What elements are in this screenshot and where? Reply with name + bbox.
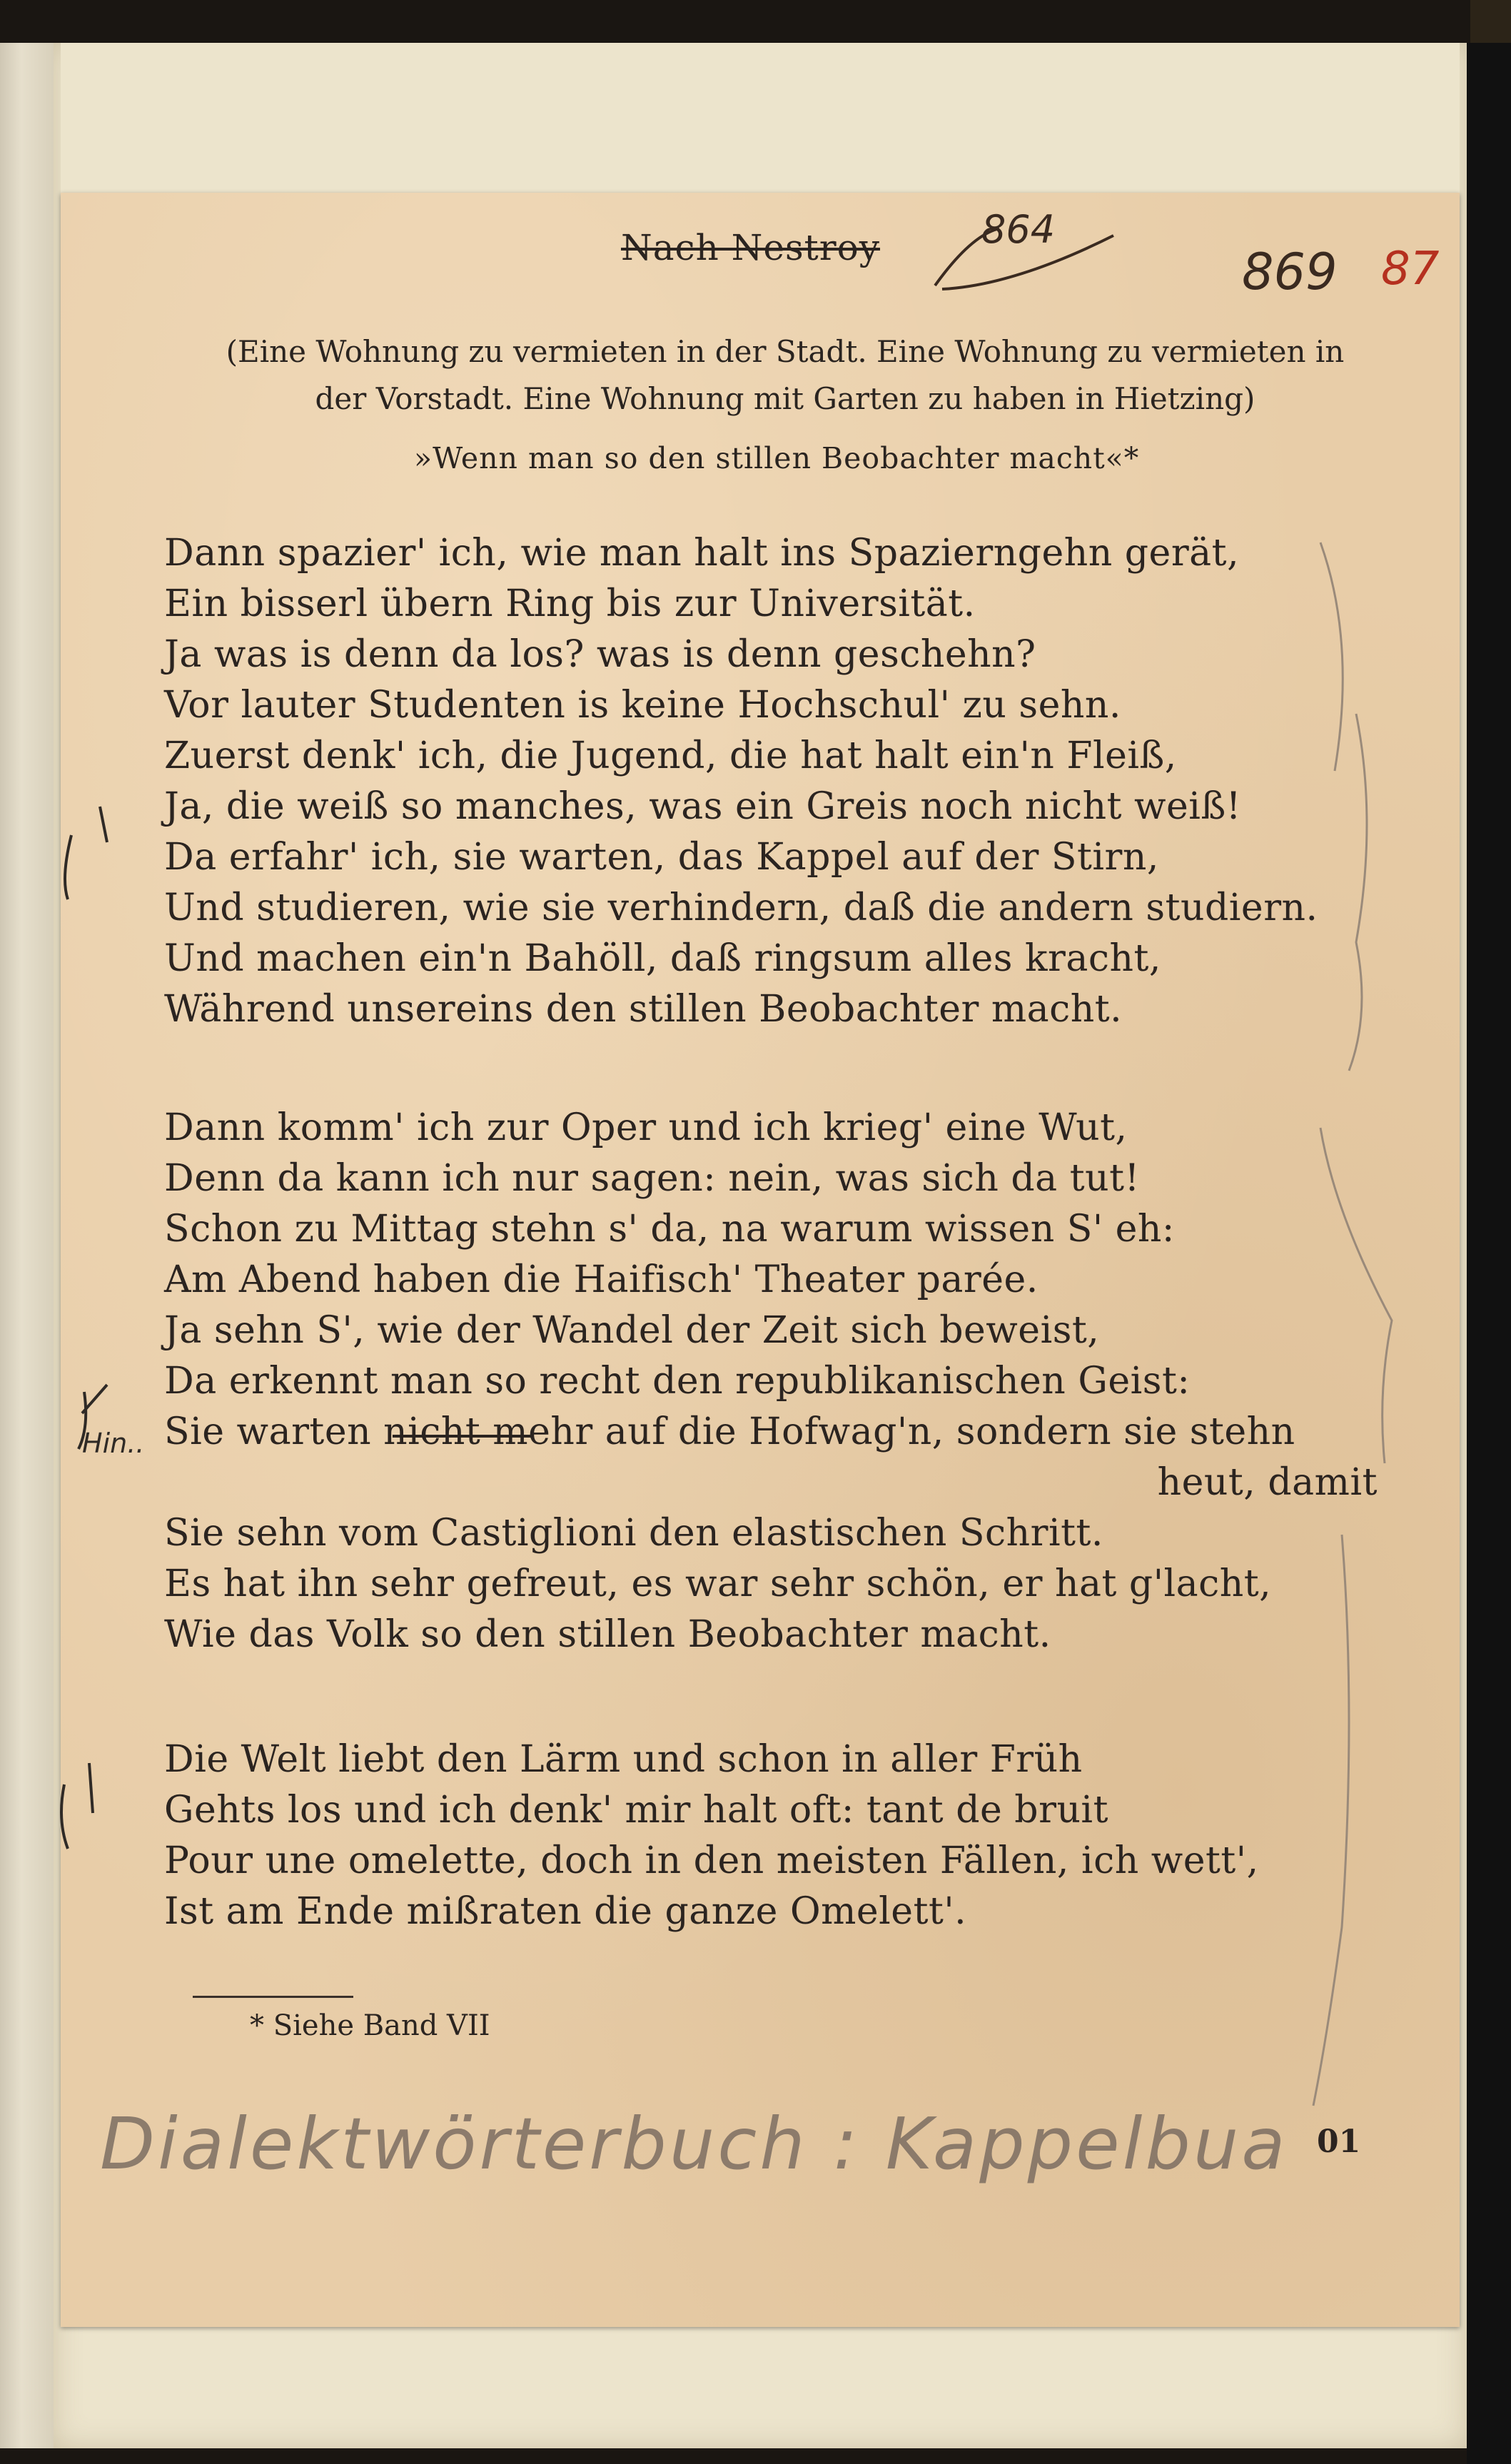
verse-line: Es hat ihn sehr gefreut, es war sehr schön, er hat g'lacht,	[164, 1562, 1272, 1605]
handwritten-bottom-note: Dialektwörterbuch : Kappelbua	[100, 2102, 1288, 2186]
footnote: * Siehe Band VII	[250, 2009, 490, 2042]
verse-line: Wie das Volk so den stillen Beobachter macht.	[164, 1613, 1051, 1656]
verse-line: Während unsereins den stillen Beobachter macht.	[164, 988, 1123, 1031]
handwritten-title-number: 864	[981, 207, 1056, 252]
verse-line: Und studieren, wie sie verhindern, daß die andern studiern.	[164, 887, 1318, 929]
verse-line: Gehts los und ich denk' mir halt oft: tant de bruit	[164, 1789, 1108, 1832]
binding-edge	[0, 43, 54, 2448]
motto: »Wenn man so den stillen Beobachter macht«*	[414, 441, 1140, 475]
verse-line: Ja was is denn da los? was is denn geschehn?	[164, 633, 1036, 676]
verse-line: Sie warten nicht mehr auf die Hofwag'n, sondern sie stehn	[164, 1410, 1295, 1453]
verse-line: Ist am Ende mißraten die ganze Omelett'.	[164, 1890, 967, 1933]
verse-line: Sie sehn vom Castiglioni den elastischen Schritt.	[164, 1512, 1103, 1555]
stanza-2	[164, 1103, 1378, 1660]
verse-line: Dann komm' ich zur Oper und ich krieg' eine Wut,	[164, 1106, 1128, 1149]
verse-line: Ein bisserl übern Ring bis zur Universität.	[164, 582, 976, 625]
handwritten-folio-number: 869	[1242, 243, 1338, 301]
verse-line: Da erkennt man so recht den republikanischen Geist:	[164, 1360, 1191, 1403]
stage-direction-line: (Eine Wohnung zu vermieten in der Stadt. Eine Wohnung zu vermieten in	[226, 334, 1345, 369]
verse-line: Da erfahr' ich, sie warten, das Kappel auf der Stirn,	[164, 836, 1159, 879]
page-number: 01	[1317, 2124, 1361, 2160]
stage-direction-line: der Vorstadt. Eine Wohnung mit Garten zu haben in Hietzing)	[315, 381, 1255, 416]
verse-line: Ja, die weiß so manches, was ein Greis noch nicht weiß!	[164, 785, 1242, 828]
right-edge-shadow	[1467, 43, 1511, 2464]
verse-line: Und machen ein'n Bahöll, daß ringsum alles kracht,	[164, 937, 1161, 980]
page-title: Nach Nestroy	[621, 227, 881, 268]
red-folio-number: 87	[1381, 243, 1440, 296]
verse-line: Zuerst denk' ich, die Jugend, die hat halt ein'n Fleiß,	[164, 734, 1177, 777]
verse-line: Pour une omelette, doch in den meisten Fällen, ich wett',	[164, 1839, 1259, 1882]
sheet-top-margin	[61, 43, 1460, 196]
verse-line: Schon zu Mittag stehn s' da, na warum wissen S' eh:	[164, 1208, 1175, 1251]
verse-line: Denn da kann ich nur sagen: nein, was sich da tut!	[164, 1157, 1140, 1200]
verse-line: Dann spazier' ich, wie man halt ins Spazierngehn gerät,	[164, 532, 1240, 575]
stanza-3	[164, 1735, 1259, 1937]
stage-direction	[143, 328, 1427, 423]
verse-line-continuation: heut, damit	[1157, 1461, 1378, 1504]
handwritten-margin-word: Hin..	[82, 1428, 145, 1459]
verse-line: Vor lauter Studenten is keine Hochschul' zu sehn.	[164, 684, 1121, 727]
footnote-rule	[193, 1996, 353, 1998]
stanza-1	[164, 528, 1318, 1035]
verse-line: Am Abend haben die Haifisch' Theater parée.	[164, 1258, 1039, 1301]
verse-line: Die Welt liebt den Lärm und schon in aller Früh	[164, 1738, 1083, 1781]
verse-line: Ja sehn S', wie der Wandel der Zeit sich beweist,	[164, 1309, 1100, 1352]
